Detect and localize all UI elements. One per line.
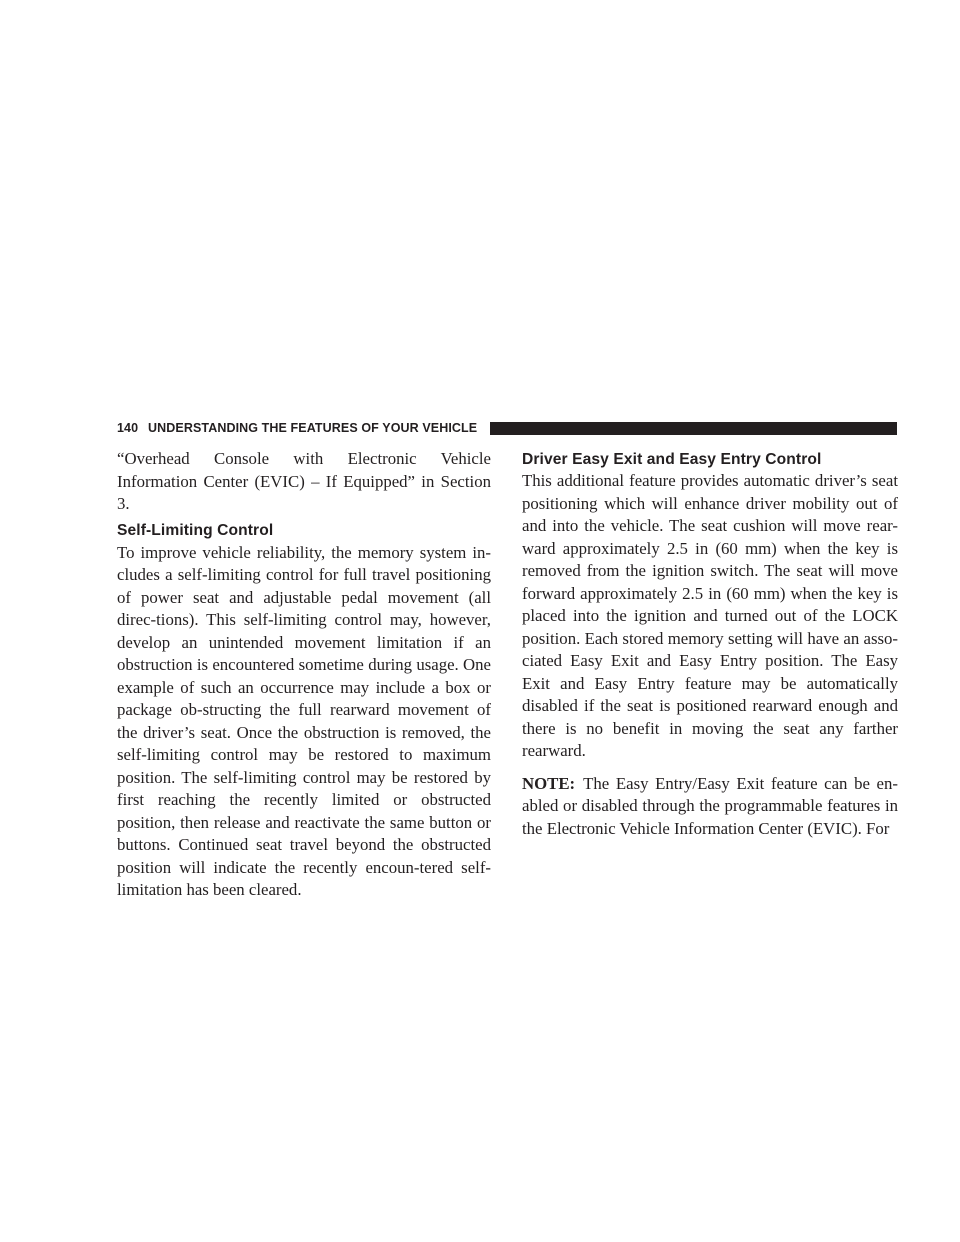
easy-exit-heading: Driver Easy Exit and Easy Entry Control: [522, 451, 822, 468]
self-limiting-heading: Self-Limiting Control: [117, 521, 274, 539]
easy-exit-body: This additional feature provides automatic driver’s seat positioning which will enhance driver mobility out of and into the vehicle. The seat cushion will move rear-ward approximately 2.5 in (60 mm) when the key is removed from the ignition switch. The seat will move forward approximately 2.5 in (60 mm) when the key is placed into the ignition and turned out of the LOCK position. Each stored memory setting will have an asso-ciated Easy Exit and Easy Entry position. The Easy Exit and Easy Entry feature may be automatically disabled if the seat is positioned rearward enough and there is no benefit in moving the seat any farther rearward.: [522, 471, 898, 760]
section-title: UNDERSTANDING THE FEATURES OF YOUR VEHICLE: [148, 421, 478, 435]
right-column: [522, 450, 898, 840]
self-limiting-body: To improve vehicle reliability, the memory system in-cludes a self-limiting control for full travel positioning of power seat and adjustable pedal movement (all direc-tions). This self-limiting control may, however, develop an unintended movement limitation if an obstruction is encountered sometime during usage. One example of such an occurrence may include a box or package ob-structing the full rearward movement of the driver’s seat. Once the obstruction is removed, the self-limiting control may be restored to maximum position. The self-limiting control may be restored by first reaching the recently limited or obstructed position, then release and reactivate the same button or buttons. Continued seat travel beyond the obstructed position will indicate the recently encoun-tered self-limitation has been cleared.: [117, 542, 491, 899]
note-label: NOTE:: [522, 773, 576, 793]
header-rule-bar: [490, 422, 897, 435]
page-header: [117, 418, 897, 438]
note-paragraph: [522, 773, 898, 841]
page-number: 140: [117, 421, 139, 435]
left-column: [117, 448, 491, 902]
intro-paragraph: “Overhead Console with Electronic Vehicle Information Center (EVIC) – If Equipped” in Section 3.: [117, 449, 491, 513]
note-text: The Easy Entry/Easy Exit feature can be en-abled or disabled through the programmable features in the Electronic Vehicle Information Center (EVIC). For: [522, 773, 898, 838]
